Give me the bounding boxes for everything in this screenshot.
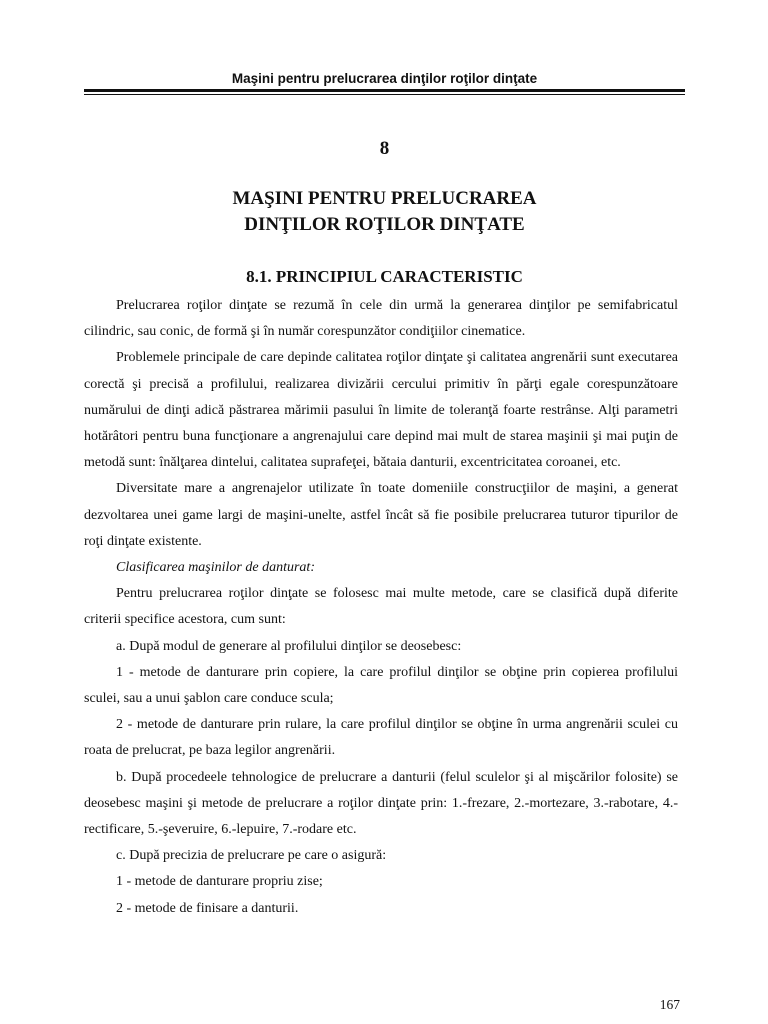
list-heading: c. După precizia de prelucrare pe care o asigură:: [116, 848, 387, 864]
list-item: 2 - metode de finisare a danturii.: [116, 900, 299, 916]
list-item: 2 - metode de danturare prin rulare, la care profilul dinţilor se obţine în urma angrenării sculei cu roata de prelucrat, pe baza legilor angrenării.: [84, 717, 678, 759]
paragraph: Problemele principale de care depinde calitatea roţilor dinţate şi calitatea angrenării sunt executarea corectă şi precisă a profilului, realizarea divizării cercului primitiv în părţi egale corespunzătoare numărului de dinţi adică păstrarea mărimii pasului în limite de toleranţă foarte restrânse. Alţi parametri hotărâtori pentru buna funcţionare a angrenajului care depind mai mult de starea maşinii şi mai puţin de metodă sunt: înălţarea dintelui, calitatea suprafeţei, bătaia danturii, excentricitatea coroanei, etc.: [84, 350, 678, 471]
header-rule-thick: [84, 89, 685, 92]
paragraph: Prelucrarea roţilor dinţate se rezumă în cele din urmă la generarea dinţilor pe semifabricatul cilindric, sau conic, de formă şi în număr corespunzător condiţiilor cinematice.: [84, 298, 678, 340]
list-heading: b. După procedeele tehnologice de prelucrare a danturii (felul sculelor şi al mişcărilor folosite) se deosebesc maşini şi metode de prelucrare a roţilor dinţate prin: 1.-frezare, 2.-mortezare, 3.-rabotare, 4.-rectificare, 5.-şeveruire, 6.-lepuire, 7.-rodare etc.: [84, 769, 678, 838]
chapter-number: 8: [379, 138, 390, 159]
header-rule-thin: [84, 94, 685, 95]
list-item: 1 - metode de danturare propriu zise;: [116, 874, 323, 890]
section-heading: 8.1. PRINCIPIUL CARACTERISTIC: [246, 267, 523, 286]
chapter-title-line-1: MAŞINI PENTRU PRELUCRAREA: [232, 188, 537, 209]
chapter-title-line-2: DINŢILOR ROŢILOR DINŢATE: [244, 214, 525, 235]
chapter-title: [84, 186, 685, 238]
list-item: 1 - metode de danturare prin copiere, la care profilul dinţilor se obţine prin copierea profilului sculei, sau a unui şablon care conduce scula;: [84, 664, 678, 707]
paragraph: Diversitate mare a angrenajelor utilizate în toate domeniile construcţiilor de maşini, a generat dezvoltarea unei game largi de maşini-unelte, astfel încât să fie posibile prelucrarea tuturor tipurilor de roţi dinţate existente.: [84, 481, 678, 549]
body-text: [84, 293, 678, 922]
subheading-italic: Clasificarea maşinilor de danturat:: [116, 560, 315, 576]
list-heading: a. După modul de generare al profilului dinţilor se deosebesc:: [116, 638, 462, 654]
page-number: 167: [659, 997, 680, 1012]
paragraph: Pentru prelucrarea roţilor dinţate se folosesc mai multe metode, care se clasifică după diferite criterii specifice acestora, cum sunt:: [84, 586, 678, 628]
running-header: Maşini pentru prelucrarea dinţilor roţilor dinţate: [231, 71, 538, 86]
